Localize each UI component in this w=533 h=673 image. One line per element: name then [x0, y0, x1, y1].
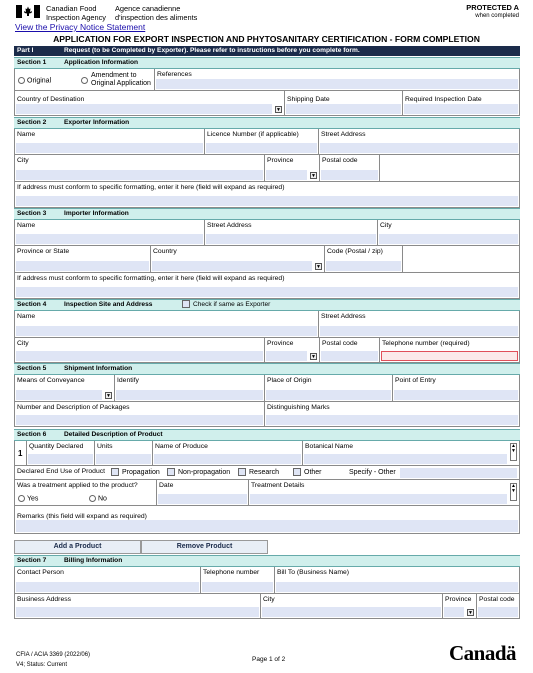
agency-fr-line2: d'inspection des aliments: [115, 13, 198, 22]
bill-to-cell: [274, 567, 520, 594]
section1-header: [14, 57, 520, 69]
section1-num: Section 1: [17, 59, 47, 66]
exporter-name-label: Name: [17, 131, 36, 138]
identify-cell: [114, 375, 264, 402]
country-dest-cell: [14, 91, 284, 116]
exporter-format-cell: [14, 182, 520, 208]
treatment-no-option[interactable]: [89, 495, 107, 502]
qty-input[interactable]: [28, 454, 93, 464]
billing-telephone-label: Telephone number: [203, 569, 260, 576]
billing-city-cell: [260, 594, 442, 619]
site-province-dropdown[interactable]: ▼: [311, 354, 316, 360]
billing-province-dropdown[interactable]: ▼: [468, 610, 473, 616]
section2-row1: [14, 129, 520, 155]
same-as-exporter-checkbox[interactable]: [182, 300, 190, 308]
importer-country-cell: [150, 246, 324, 273]
importer-code-input[interactable]: [326, 261, 401, 271]
remarks-row: [14, 506, 520, 534]
application-type-cell: [14, 69, 154, 91]
importer-blank-cell: [402, 246, 520, 273]
packages-input[interactable]: [16, 415, 263, 425]
canada-wordmark: Canadä: [448, 641, 516, 665]
botanical-input[interactable]: [304, 454, 507, 464]
produce-label: Name of Produce: [155, 443, 208, 450]
units-input[interactable]: [96, 454, 151, 464]
section7-num: Section 7: [17, 557, 47, 564]
required-date-label: Required Inspection Date: [405, 96, 482, 103]
section4-num: Section 4: [17, 301, 47, 308]
remarks-label: Remarks (this field will expand as required): [17, 513, 147, 520]
section2-title: Exporter Information: [64, 119, 130, 126]
exporter-postal-cell: [319, 155, 379, 182]
protected-marking: [466, 4, 519, 20]
section3-header: [14, 208, 520, 220]
site-province-input[interactable]: [266, 351, 307, 361]
treatment-details-scroll[interactable]: ▲ ▼: [510, 483, 517, 501]
privacy-notice-link[interactable]: View the Privacy Notice Statement: [15, 22, 146, 32]
section4-row1: [14, 311, 520, 338]
business-address-cell: [14, 594, 260, 619]
exporter-province-label: Province: [267, 157, 294, 164]
other-label: Other: [304, 468, 322, 476]
non-propagation-checkbox[interactable]: [167, 468, 175, 476]
importer-province-cell: [14, 246, 150, 273]
exporter-postal-input[interactable]: [321, 170, 378, 180]
billing-postal-input[interactable]: [478, 607, 518, 617]
treatment-date-input[interactable]: [158, 494, 247, 504]
bill-to-input[interactable]: [276, 582, 518, 592]
site-city-label: City: [17, 340, 29, 347]
site-postal-cell: [319, 338, 379, 363]
product-row-number-cell: [14, 441, 26, 466]
site-street-cell: [318, 311, 520, 338]
billing-telephone-cell: [200, 567, 274, 594]
country-dest-input[interactable]: [16, 104, 272, 114]
end-use-cell: [14, 466, 520, 480]
section2-num: Section 2: [17, 119, 47, 126]
licence-label: Licence Number (if applicable): [207, 131, 299, 138]
agency-en-line1: Canadian Food: [46, 4, 97, 13]
exporter-street-label: Street Address: [321, 131, 366, 138]
exporter-name-input[interactable]: [16, 143, 203, 153]
add-product-button[interactable]: Add a Product: [14, 540, 141, 554]
section7-header: [14, 555, 520, 567]
importer-city-input[interactable]: [379, 234, 518, 244]
exporter-street-cell: [318, 129, 520, 155]
importer-street-cell: [204, 220, 377, 246]
site-telephone-label: Telephone number (required): [382, 340, 470, 347]
importer-street-input[interactable]: [206, 234, 376, 244]
site-telephone-input[interactable]: [381, 351, 518, 361]
section5-title: Shipment Information: [64, 365, 133, 372]
billing-province-label: Province: [445, 596, 472, 603]
produce-cell: [152, 441, 302, 466]
packages-label: Number and Description of Packages: [17, 404, 130, 411]
section2-row3: [14, 182, 520, 208]
marks-label: Distinguishing Marks: [267, 404, 330, 411]
conveyance-cell: [14, 375, 114, 402]
remarks-input[interactable]: [16, 520, 518, 532]
section3-row1: [14, 220, 520, 246]
section6-title: Detailed Description of Product: [64, 431, 163, 438]
origin-label: Place of Origin: [267, 377, 312, 384]
protected-sub: when completed: [475, 13, 519, 19]
treatment-yes-label: Yes: [27, 495, 39, 503]
importer-street-label: Street Address: [207, 222, 252, 229]
country-dest-dropdown[interactable]: ▼: [276, 107, 281, 113]
agency-fr-line1: Agence canadienne: [115, 4, 181, 13]
section2-header: [14, 117, 520, 129]
form-version: V4; Status: Current: [16, 662, 68, 668]
identify-input[interactable]: [116, 390, 263, 400]
site-postal-label: Postal code: [322, 340, 358, 347]
site-postal-input[interactable]: [321, 351, 378, 361]
exporter-street-input[interactable]: [320, 143, 518, 153]
section5-num: Section 5: [17, 365, 47, 372]
packages-cell: [14, 402, 264, 427]
product-row-number: 1: [18, 449, 23, 458]
treatment-details-label: Treatment Details: [251, 482, 305, 489]
other-checkbox[interactable]: [293, 468, 301, 476]
exporter-format-input[interactable]: [16, 196, 518, 206]
exporter-postal-label: Postal code: [322, 157, 358, 164]
required-date-cell: [402, 91, 520, 116]
references-cell: [154, 69, 520, 91]
importer-province-input[interactable]: [16, 261, 149, 271]
treatment-question-label: Was a treatment applied to the product?: [17, 482, 138, 489]
agency-en-line2: Inspection Agency: [46, 13, 106, 22]
section5-row2: [14, 402, 520, 427]
importer-name-cell: [14, 220, 204, 246]
treatment-yes-radio[interactable]: [18, 495, 25, 502]
qty-label: Quantity Declared: [29, 443, 84, 450]
billing-postal-cell: [476, 594, 520, 619]
section6-num: Section 6: [17, 431, 47, 438]
form-body: [14, 46, 520, 619]
remove-product-button[interactable]: Remove Product: [141, 540, 268, 554]
same-as-exporter-check[interactable]: [182, 300, 270, 310]
site-street-label: Street Address: [321, 313, 366, 320]
site-telephone-cell: [379, 338, 520, 363]
entry-input[interactable]: [394, 390, 518, 400]
shipping-date-cell: [284, 91, 402, 116]
end-use-label: Declared End Use of Product: [17, 468, 106, 475]
section4-header: [14, 299, 520, 311]
exporter-city-input[interactable]: [16, 170, 263, 180]
importer-city-cell: [377, 220, 520, 246]
entry-cell: [392, 375, 520, 402]
propagation-option[interactable]: [111, 468, 160, 476]
exporter-province-cell: [264, 155, 319, 182]
billing-postal-label: Postal code: [479, 596, 515, 603]
business-address-input[interactable]: [16, 607, 259, 617]
section7-row2: [14, 594, 520, 619]
section2-row2: [14, 155, 520, 182]
end-use-row: [14, 466, 520, 480]
importer-format-label: If address must conform to specific formatting, enter it here (field will expand as required): [17, 275, 285, 282]
identify-label: Identify: [117, 377, 139, 384]
page-number: Page 1 of 2: [252, 656, 286, 663]
importer-province-label: Province or State: [17, 248, 70, 255]
section1-row1: [14, 69, 520, 91]
section3-title: Importer Information: [64, 210, 129, 217]
qty-cell: [26, 441, 94, 466]
produce-input[interactable]: [154, 454, 301, 464]
contact-cell: [14, 567, 200, 594]
other-option[interactable]: [293, 468, 322, 476]
licence-cell: [204, 129, 318, 155]
importer-format-input[interactable]: [16, 287, 518, 297]
treatment-no-label: No: [98, 495, 107, 503]
section1-row2: [14, 91, 520, 116]
section1-title: Application Information: [64, 59, 138, 66]
references-input[interactable]: [156, 79, 518, 89]
conveyance-dropdown[interactable]: ▼: [106, 393, 111, 399]
exporter-blank-cell: [379, 155, 520, 182]
section3-row3: [14, 273, 520, 299]
site-province-cell: [264, 338, 319, 363]
site-name-cell: [14, 311, 318, 338]
units-cell: [94, 441, 152, 466]
required-date-input[interactable]: [404, 104, 518, 114]
treatment-no-radio[interactable]: [89, 495, 96, 502]
treatment-question-cell: [14, 480, 156, 506]
research-label: Research: [249, 468, 279, 476]
importer-country-label: Country: [153, 248, 177, 255]
same-as-exporter-label: Check if same as Exporter: [193, 301, 271, 308]
botanical-scroll[interactable]: ▲ ▼: [510, 443, 517, 461]
section3-row2: [14, 246, 520, 273]
marks-cell: [264, 402, 520, 427]
agency-name-fr: [115, 4, 197, 22]
non-propagation-option[interactable]: [167, 468, 230, 476]
treatment-details-cell: [248, 480, 520, 506]
section3-num: Section 3: [17, 210, 47, 217]
origin-input[interactable]: [266, 390, 391, 400]
exporter-province-input[interactable]: [266, 170, 307, 180]
specify-other-label: Specify - Other: [349, 469, 396, 476]
billing-city-input[interactable]: [262, 607, 441, 617]
exporter-name-cell: [14, 129, 204, 155]
section7-title: Billing Information: [64, 557, 123, 564]
original-label: Original: [27, 77, 52, 85]
botanical-label: Botanical Name: [305, 443, 353, 450]
importer-format-cell: [14, 273, 520, 299]
billing-city-label: City: [263, 596, 275, 603]
amendment-radio[interactable]: [81, 72, 151, 88]
section6-product-row: [14, 441, 520, 466]
billing-province-input[interactable]: [444, 607, 464, 617]
units-label: Units: [97, 443, 113, 450]
site-city-cell: [14, 338, 264, 363]
research-option[interactable]: [238, 468, 279, 476]
treatment-date-cell: [156, 480, 248, 506]
exporter-province-dropdown[interactable]: ▼: [311, 173, 316, 179]
shipping-date-input[interactable]: [286, 104, 401, 114]
site-name-label: Name: [17, 313, 36, 320]
bill-to-label: Bill To (Business Name): [277, 569, 350, 576]
treatment-date-label: Date: [159, 482, 174, 489]
importer-city-label: City: [380, 222, 392, 229]
amendment-label-1: Amendment to: [91, 72, 137, 79]
section5-header: [14, 363, 520, 375]
importer-name-input[interactable]: [16, 234, 203, 244]
amendment-label-2: Original Application: [91, 80, 151, 87]
original-radio[interactable]: [18, 77, 51, 84]
section5-row1: [14, 375, 520, 402]
importer-country-dropdown[interactable]: ▼: [316, 264, 321, 270]
site-province-label: Province: [267, 340, 294, 347]
section6-header: [14, 429, 520, 441]
non-propagation-label: Non-propagation: [178, 468, 231, 476]
billing-province-cell: [442, 594, 476, 619]
remarks-cell: [14, 506, 520, 534]
country-dest-label: Country of Destination: [17, 96, 85, 103]
origin-cell: [264, 375, 392, 402]
exporter-city-cell: [14, 155, 264, 182]
conveyance-label: Means of Conveyance: [17, 377, 85, 384]
part1-text: Request (to be Completed by Exporter). Please refer to instructions before you complete form.: [64, 47, 360, 54]
section7-row1: [14, 567, 520, 594]
botanical-cell: [302, 441, 520, 466]
exporter-format-label: If address must conform to specific formatting, enter it here (field will expand as required): [17, 184, 285, 191]
treatment-row: [14, 480, 520, 506]
treatment-details-input[interactable]: [250, 494, 507, 504]
business-address-label: Business Address: [17, 596, 72, 603]
contact-input[interactable]: [16, 582, 199, 592]
amendment-radio-icon[interactable]: [81, 77, 88, 84]
treatment-yes-option[interactable]: [18, 495, 38, 502]
importer-code-cell: [324, 246, 402, 273]
site-street-input[interactable]: [320, 326, 518, 336]
protected-label: PROTECTED A: [466, 3, 519, 12]
part1-label: Part I: [17, 47, 34, 54]
form-id: CFIA / ACIA 3369 (2022/06): [16, 652, 91, 658]
references-label: References: [157, 71, 192, 78]
section4-title: Inspection Site and Address: [64, 301, 153, 308]
research-checkbox[interactable]: [238, 468, 246, 476]
canada-flag-icon: [16, 5, 40, 18]
contact-label: Contact Person: [17, 569, 64, 576]
licence-input[interactable]: [206, 143, 317, 153]
section4-row2: [14, 338, 520, 363]
site-city-input[interactable]: [16, 351, 263, 361]
importer-name-label: Name: [17, 222, 36, 229]
site-name-input[interactable]: [16, 326, 317, 336]
propagation-checkbox[interactable]: [111, 468, 119, 476]
agency-name-en: [46, 4, 106, 22]
propagation-label: Propagation: [122, 468, 160, 476]
billing-telephone-input[interactable]: [202, 582, 273, 592]
entry-label: Point of Entry: [395, 377, 436, 384]
exporter-city-label: City: [17, 157, 29, 164]
specify-other-input[interactable]: [400, 468, 517, 478]
marks-input[interactable]: [266, 415, 518, 425]
conveyance-input[interactable]: [16, 390, 102, 400]
original-radio-icon[interactable]: [18, 77, 25, 84]
part1-header: [14, 46, 520, 56]
shipping-date-label: Shipping Date: [287, 96, 330, 103]
form-title: APPLICATION FOR EXPORT INSPECTION AND PHYTOSANITARY CERTIFICATION - FORM COMPLETION: [53, 34, 480, 44]
importer-country-input[interactable]: [152, 261, 312, 271]
importer-code-label: Code (Postal / zip): [327, 248, 383, 255]
